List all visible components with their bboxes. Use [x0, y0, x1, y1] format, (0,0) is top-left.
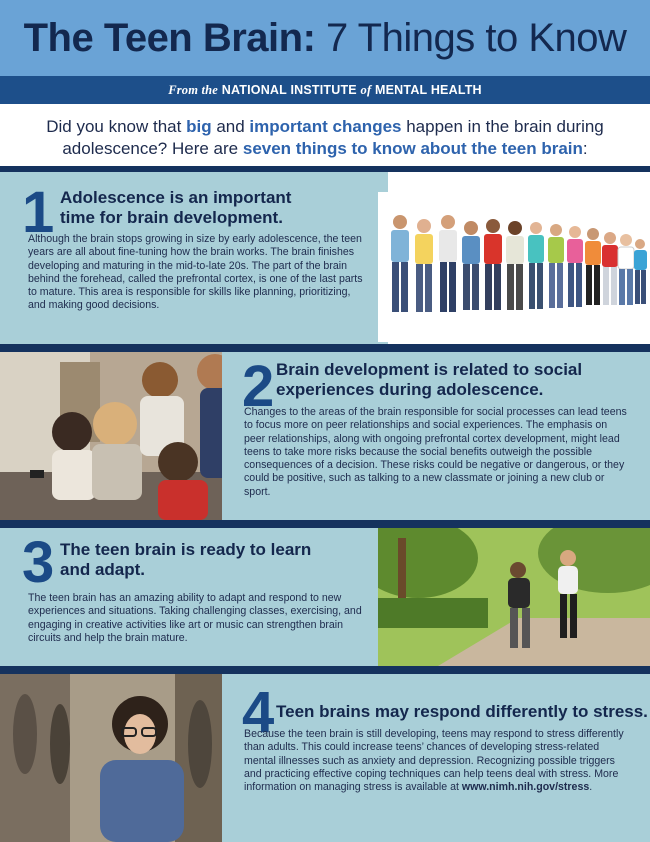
section-2-photo-teens-with-phone: [0, 352, 230, 520]
section-2-body: Changes to the areas of the brain responsible for social processes can lead teens to focus more on peer relationships and social experiences. The emphasis on peer relationships, along with ongoing prefrontal cortex development, might lead teens to take more risks because the social benefits outweigh the possible consequences of a decision. These risks could be negative or dangerous, or they could be positive, such as talking to a new classmate or joining a new club or sport.: [244, 406, 627, 498]
intro-highlight-changes: important changes: [249, 117, 402, 136]
section-3-photo-runners-in-park: [378, 528, 650, 666]
title-bold: The Teen Brain:: [23, 16, 316, 60]
section-2-number: 2: [242, 354, 275, 419]
teens-lineup-illustration: [378, 192, 650, 342]
intro-highlight-big: big: [186, 117, 212, 136]
title-regular: 7 Things to Know: [315, 16, 627, 60]
section-3-number: 3: [22, 530, 55, 595]
source-from: From the: [168, 83, 219, 97]
section-4-number: 4: [242, 680, 275, 745]
page-title: [0, 14, 650, 62]
intro-t3: happen in the brain during adolescence? Here are: [62, 117, 604, 158]
runners-park-illustration: [378, 528, 650, 666]
section-1-body: Although the brain stops growing in size by early adolescence, the teen years are all about fine-tuning how the brain works. The brain finishes developing and maturing in the mid-to-late 20s. The part of the brain behind the forehead, called the prefrontal cortex, is one of the last parts to mature. This area is responsible for skills like planning, prioritizing, and making good decisions.: [28, 233, 363, 312]
stressed-teen-illustration: [0, 674, 230, 842]
section-4-body-end: .: [589, 781, 593, 794]
source-org-2: MENTAL HEALTH: [375, 83, 482, 97]
section-1-divider: [0, 344, 650, 352]
section-1-title: Adolescence is an important time for brain development.: [60, 188, 292, 227]
section-4-body: [244, 728, 628, 794]
intro-t4: :: [582, 139, 588, 158]
section-2-title: Brain development is related to social experiences during adolescence.: [276, 360, 583, 399]
intro-t2: and: [211, 117, 250, 136]
section-3-divider: [0, 666, 650, 674]
intro-text: [20, 116, 630, 160]
section-4-photo-stressed-teen: [0, 674, 230, 842]
stress-link[interactable]: www.nimh.nih.gov/stress: [461, 781, 590, 794]
intro-t1: Did you know that: [46, 117, 187, 136]
intro-highlight-seven: seven things to know about the teen brain: [242, 139, 583, 158]
teens-phone-illustration: [0, 352, 230, 520]
source-band: [0, 76, 650, 104]
section-2-divider: [0, 520, 650, 528]
section-3-body: The teen brain has an amazing ability to adapt and respond to new experiences and situations. Taking challenging classes, exercising, and engaging in creative activities like art or music can strengthen brain circuits and help the brain mature.: [28, 592, 362, 644]
source-org-1: NATIONAL INSTITUTE: [221, 83, 357, 97]
section-4-title: Teen brains may respond differently to stress.: [276, 702, 648, 721]
section-1-photo-group-of-teens: [378, 192, 650, 342]
section-4-body-main: Because the teen brain is still developing, teens may respond to stress differently than adults. This could increase teens’ chances of developing stress-related mental illnesses such as anxiety and depression. Recognizing possible triggers and practicing effective coping techniques can help teens deal with stress. More information on managing stress is available at: [244, 728, 624, 794]
source-of: of: [360, 83, 372, 97]
section-1-number: 1: [22, 180, 55, 245]
section-3-title: The teen brain is ready to learn and adapt.: [60, 540, 312, 579]
